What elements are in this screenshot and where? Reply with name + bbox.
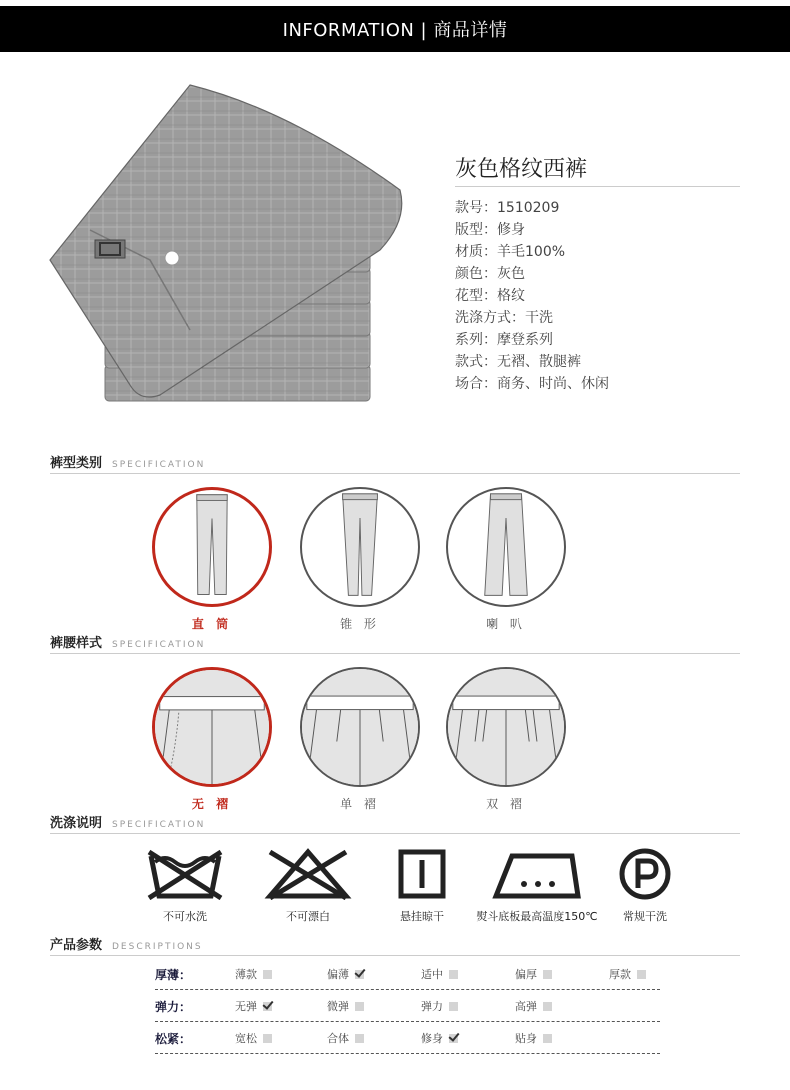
param-option xyxy=(515,1030,552,1046)
section-title: 裤型类别 xyxy=(50,456,103,471)
param-option-label: 偏厚 xyxy=(515,968,537,981)
param-option xyxy=(421,998,458,1014)
folded-trousers-image xyxy=(40,80,420,420)
checkbox-icon xyxy=(543,1034,552,1043)
checkbox-icon xyxy=(355,1002,364,1011)
option-label: 锥 形 xyxy=(340,617,380,631)
checkbox-icon xyxy=(543,970,552,979)
param-option-label: 合体 xyxy=(327,1032,349,1045)
hang-dry-icon xyxy=(392,848,452,900)
waist-style-no-pleat[interactable] xyxy=(152,667,272,812)
param-option-label: 偏薄 xyxy=(327,968,349,981)
spec-item: 材质：羊毛100% xyxy=(455,244,566,260)
checkbox-icon xyxy=(449,970,458,979)
param-option-label: 高弹 xyxy=(515,1000,537,1013)
param-option xyxy=(235,1030,272,1046)
section-trouser-type-header xyxy=(50,452,740,474)
checked-icon xyxy=(449,1034,458,1043)
no-pleat-icon xyxy=(152,667,272,787)
waist-style-single-pleat[interactable] xyxy=(300,667,420,812)
checkbox-icon xyxy=(637,970,646,979)
option-label: 直 筒 xyxy=(191,617,233,631)
section-subtitle: DESCRIPTIONS xyxy=(112,942,203,952)
param-option-label: 适中 xyxy=(421,968,443,981)
param-row-fit xyxy=(155,1022,660,1054)
section-params-header xyxy=(50,934,740,956)
straight-leg-icon xyxy=(152,487,272,607)
param-option xyxy=(327,998,364,1014)
section-title: 产品参数 xyxy=(50,938,103,953)
wash-label: 悬挂晾干 xyxy=(400,910,444,923)
no-wash-icon xyxy=(145,848,225,900)
product-hero xyxy=(0,60,790,440)
param-key: 弹力： xyxy=(155,1000,192,1014)
waist-style-double-pleat[interactable] xyxy=(446,667,566,812)
checked-icon xyxy=(355,970,364,979)
param-option xyxy=(327,1030,364,1046)
wash-no-water xyxy=(145,848,225,924)
param-option xyxy=(421,966,458,982)
checkbox-icon xyxy=(263,1034,272,1043)
checkbox-icon xyxy=(449,1002,458,1011)
checked-icon xyxy=(263,1002,272,1011)
checkbox-icon xyxy=(355,1034,364,1043)
trouser-type-tapered[interactable] xyxy=(300,487,420,632)
option-label: 喇 叭 xyxy=(486,617,526,631)
section-subtitle: SPECIFICATION xyxy=(112,820,206,830)
param-key: 松紧： xyxy=(155,1032,192,1046)
param-option xyxy=(235,998,272,1014)
param-option xyxy=(609,966,646,982)
option-label: 无 褶 xyxy=(191,797,233,811)
spec-item: 场合：商务、时尚、休闲 xyxy=(455,376,609,392)
param-row-elasticity xyxy=(155,990,660,1022)
spec-item: 款式：无褶、散腿裤 xyxy=(455,354,581,370)
section-subtitle: SPECIFICATION xyxy=(112,640,206,650)
checkbox-icon xyxy=(543,1002,552,1011)
spec-item: 款号：1510209 xyxy=(455,200,560,216)
title-divider xyxy=(455,186,740,187)
param-option-label: 微弹 xyxy=(327,1000,349,1013)
section-waist-style-header xyxy=(50,632,740,654)
option-label: 单 褶 xyxy=(340,797,380,811)
param-option-label: 无弹 xyxy=(235,1000,257,1013)
param-option-label: 弹力 xyxy=(421,1000,443,1013)
param-option xyxy=(235,966,272,982)
dry-clean-icon xyxy=(610,848,680,900)
param-option-label: 薄款 xyxy=(235,968,257,981)
header-title: INFORMATION | 商品详情 xyxy=(282,20,508,41)
param-key: 厚薄： xyxy=(155,968,192,982)
wash-dry-clean xyxy=(610,848,680,924)
wash-label: 不可漂白 xyxy=(286,910,330,923)
param-row-thickness xyxy=(155,958,660,990)
wash-label: 常规干洗 xyxy=(623,910,667,923)
param-option xyxy=(421,1030,458,1046)
wash-iron xyxy=(472,848,602,924)
wash-hang-dry xyxy=(392,848,452,924)
param-option-label: 修身 xyxy=(421,1032,443,1045)
trouser-type-flare[interactable] xyxy=(446,487,566,632)
wash-label: 不可水洗 xyxy=(163,910,207,923)
spec-item: 颜色：灰色 xyxy=(455,266,525,282)
checkbox-icon xyxy=(263,970,272,979)
param-option-label: 宽松 xyxy=(235,1032,257,1045)
section-wash-header xyxy=(50,812,740,834)
page-header xyxy=(0,6,790,52)
trouser-type-straight[interactable] xyxy=(152,487,272,632)
tapered-leg-icon xyxy=(300,487,420,607)
spec-item: 版型：修身 xyxy=(455,222,525,238)
wash-no-bleach xyxy=(262,848,354,924)
flare-leg-icon xyxy=(446,487,566,607)
single-pleat-icon xyxy=(300,667,420,787)
spec-item: 洗涤方式：干洗 xyxy=(455,310,553,326)
product-title: 灰色格纹西裤 xyxy=(455,157,588,182)
section-subtitle: SPECIFICATION xyxy=(112,460,206,470)
param-option xyxy=(515,998,552,1014)
option-label: 双 褶 xyxy=(486,797,526,811)
spec-item: 花型：格纹 xyxy=(455,288,525,304)
wash-label: 熨斗底板最高温度150℃ xyxy=(476,910,598,923)
param-option xyxy=(515,966,552,982)
section-title: 裤腰样式 xyxy=(50,636,103,651)
param-option-label: 贴身 xyxy=(515,1032,537,1045)
no-bleach-icon xyxy=(262,848,354,900)
section-title: 洗涤说明 xyxy=(50,816,103,831)
iron-icon xyxy=(472,848,602,900)
product-spec-list xyxy=(455,197,609,395)
spec-item: 系列：摩登系列 xyxy=(455,332,553,348)
param-option-label: 厚款 xyxy=(609,968,631,981)
double-pleat-icon xyxy=(446,667,566,787)
param-option xyxy=(327,966,364,982)
